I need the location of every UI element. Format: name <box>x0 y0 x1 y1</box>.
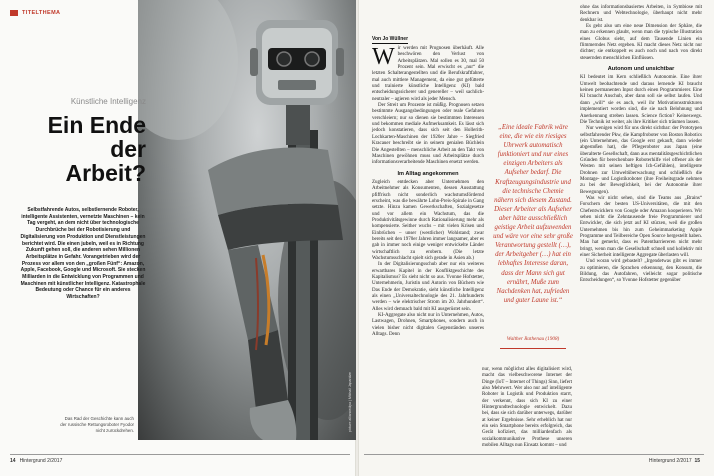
paragraph: Der Streit um Prozente ist müßig. Prognosen setzen bestimmte Ausgangsbedingungen oder reale Gefahren verschleiern; nur so dienen sie bestimmten Interessen und bekommen mediale Aufmerksamkeit. Es lässt sich jedoch konstatieren, dass sich seit den Hollerith-Lochkarten-Maschinen der 1920er Jahre – Siegfried Kracauer beschreibt sie in seinem genialen Büchlein Die Angestellten – menschliche Arbeit an den Takt von Maschinen gewöhnen muss und Arbeitsplätze durch informationsverarbeitende Maschinen ersetzt werden. <box>372 103 484 166</box>
page-number: 14 <box>10 458 16 464</box>
headline-line: der <box>110 136 146 162</box>
photo-credit: picture alliance/dpa | Mikhail Japaridze <box>348 371 352 432</box>
quote-divider <box>500 348 566 349</box>
footer-rule <box>364 454 704 455</box>
byline: Von Jo Wüllner <box>372 36 409 42</box>
paragraph: Nur wenigen wird für uns direkt sichtbar: der Prototypen selbstfahrender Pkw, die Kampfroboter von Boston Robotics (ein Unternehmen, das Google erst gekauft, dann wieder abgestoßen hat), die Pflegeroboter aus Japan (eine überalterte Gesellschaft, dann aus mentalitätsgeschichtlichen Gründen für berechenbare Roboterhilfe viel offener als der Westen mit seinen heftigen Ich-Gefühlen), intelligente Drohnen zur Umweltüberwachung und schließlich die Montage- und Logistikroboter (ihre Freiheitsgrade nehmen zu bei der Beweglichkeit, bei der Autonomie ihrer Bewegungen). <box>580 126 702 195</box>
paragraph: Wir werden mit Prognosen überhäuft. Alle beschwören den Verlust von Arbeitsplätzen. Mal sollen es 30, mal 50 Prozent sein. Mal erwischt es „nur“ die letzten Schalterangestellten und die Berufskraftfahrer, mal auch mittlere Management, da eine gut gefütterte und trainierte künstliche Intelligenz (KI) bald entscheidungssicherer und genereller – weil sachlich-neutraler – agieren wird als jeder Mensch. <box>372 44 484 102</box>
paragraph: Es geht also um eine neue Dimension der Sphäre, die man zu erkennen glaubt, wenn man die typische Illustration eines Globus sieht, auf dem Tausende Linien ein flimmerndes Netz ergeben. KI macht dieses Netz nicht nur dichter; sie entkoppelt es auch noch und nach von direkt steuernden menschlichen Einflüssen. <box>580 24 702 61</box>
photo-caption: Das Rad der Geschichte kann auch der russische Rettungsroboter Fyodor nicht zurückdrehen. <box>60 416 134 433</box>
headline-line: Arbeit? <box>65 160 146 186</box>
headline <box>20 113 146 185</box>
paragraph: KI bedeutet im Kern schließlich Autonomie. Eine ihrer Umwelt beobachtende und daraus lernende KI braucht keinen permanenten Input durch einen Programmierer. Eine KI braucht Anschub, aber dann soll sie selbst laufen. Und dann „will“ sie es auch, weil ihr Motivationsstrukturen implementiert worden sind, die sie nach Belohnung und Anerkennung streben lassen. Science fiction? Keineswegs. Die Technik ist weiter, als ihre Kritiker sich träumen lassen. <box>580 75 702 125</box>
page-number: 15 <box>694 458 700 464</box>
paragraph: nur, wenn möglichst alles digitalisiert wird, macht das vielbeschworene Internet der Dinge (IoT – Internet of Things) Sinn, liefert also Mehrwert. Wer also nur auf intelligente Roboter in Logistik und Produktion starrt, der verkennt, dass sich KI zu einer Hintergrundtechnologie entwickelt. Dazu bei, dass sie sich darüber unterwegs, darüber at keiner Ergebnisse. Sehr erheblich hat nur ein sein Smartphone bereits erfolgreich, das Gerät kofiziert, das milliardenfach als sozialkommunikative Prothese unseren mobilen Alltags nun Einsatz kommt – und <box>482 367 572 449</box>
pull-quote: „Eine ideale Fabrik wäre eine, die wie ein riesiges Uhrwerk automatisch funktioniert und nur eines einzigen Arbeiters als Aufseher bedarf. Die Kraftzeugungsindustrie und die technische Chemie nähern sich diesem Zustand. Dieser Arbeiter als Aufseher aber hätte ausschließlich geistige Arbeit aufzuwenden und wäre vor eine sehr große Verantwortung gestellt (…), der Arbeitgeber (…) hat ein lebhaftes Interesse daran, dass der Mann sich gut ernährt, Muße zum Nachdenken hat, zufrieden und guter Laune ist.“ <box>493 124 573 304</box>
subheading: Im Alltag angekommen <box>397 170 459 177</box>
section-tag: TITELTHEMA <box>22 10 61 16</box>
quote-attribution: Walther Rathenau (1908) <box>506 336 560 342</box>
footer-rule <box>10 454 350 455</box>
issue-label: Hintergrund 2/2017 <box>648 458 692 464</box>
robot-illustration <box>138 0 356 440</box>
paragraph: In der Digitalisierungsschub aber nur ein weiteres erwartbares Kapitel in der Konfliktgeschichte des Kapitalismus? Es sieht nicht so aus. Yvonne Hofstetter, Unternehmerin, Juristin und Autorin von Büchern wie Das Ende der Demokratie, sieht künstliche Intelligenz als einen „Universaltechnologie des 21. Jahrhunderts werden – wie elektrischer Strom im 20. Jahrhundert“. Alles wird demnach bald mit KI ausgerüstet sein. <box>372 262 484 312</box>
subheading: Autonom und unsichtbar <box>607 66 675 73</box>
lead-paragraph: Selbstfahrende Autos, selbstlernende Roboter, intelligente Assistenten, vernetzte Maschinen – kein Tag vergeht, an dem nicht über technologische Durchbrüche bei der Robotisierung und Digitalisierung von Produktion und Dienstleistungen berichtet wird. Die einen jubeln, weil es in Richtung Zukunft gehen soll, die anderen sehen Millionen Arbeitsplätze in Gefahr. Vorangetrieben wird der Prozess vor allem von den „großen Fünf“: Amazon, Apple, Facebook, Google und Microsoft. Sie stecken Milliarden in die Entwicklung von Programmen und Maschinen mit künstlicher Intelligenz. Katastrophale Bedeutung oder Chance für ein anderes Wirtschaften? <box>20 207 146 301</box>
paragraph: Und woran wird gebastelt? „Irgendetwas gibt es immer zu optimieren, die Sprachen erkennung, den Konsum, die Bildung, das Autofahren, vielleicht sogar politische Entscheidungen“, so Yvonne Hofstetter gegenüber <box>580 259 702 284</box>
article-column-1 <box>372 46 484 338</box>
drop-cap: W <box>372 44 395 70</box>
paragraph: ohne das informationsbasiertes Arbeiten, in Symbiose mit Rechnern und Webtechnologie, überhaupt nicht mehr denkbar ist. <box>580 5 702 23</box>
kicker: Künstliche Intelligenz <box>70 97 146 106</box>
footer-left <box>10 458 62 464</box>
issue-label: Hintergrund 2/2017 <box>19 458 63 464</box>
robot-photo <box>138 0 356 440</box>
headline-line: Ein Ende <box>47 112 146 138</box>
section-marker <box>10 10 18 16</box>
paragraph: Was wir nicht sehen, sind die Teams aus „Brains“ Forschern der besten US-Universitäten, die mit den Chefentwicklern von Google oder Amazon kooperieren. Wir sehen nicht die Zehntausende freie Programmierer und Entwickler, die sich jetzt auf KI stürzen, weil die großen Unternehmen bis hin zum Geheimmarketing Apple Programme und Teilbereiche Open Source hergestellt haben. Man hat gemerkt, dass es Patentbarriereren nicht mehr bringt, wenn man die Gesellschaft schnell und kollektiv mit einer Sicherheit intelligente Aggregate überlasten will. <box>580 195 702 259</box>
footer-right <box>649 458 704 464</box>
article-column-3 <box>580 5 702 285</box>
paragraph: KI-Aggregate also nicht nur in Unternehmen, Autos, Lastwagen, Drohnen, Smartphones, sondern auch in vielen bisher nicht digitalen Gegenständen unseres Alltags. Denn <box>372 313 484 338</box>
article-column-2 <box>482 367 572 449</box>
paragraph: Zugleich entdecken aber Unternehmen den Arbeitnehmer als Konsumenten, dessen Ausstattung pfiffrisch nicht sonderlich wachstumsfördernd erscheint, was die bewährte Lohn-Preis-Spirale in Gang setzte. Hinzu kamen Gewerkschaften, Sozialgesetze und vor allem ein Wachstum, das die Produktivitätsgewinne durch Rationalisierung mehr als kompensierte. Seither wuchs – mit vielen Krisen und Einbrüchen – unser (westlicher) Wohlstand; zwar bereits seit den 1970er Jahren immer langsamer, aber es gab in immer noch einige weniger entwickelte Länder wirtschaftlich zu erobern. (Die letzte Wachstumsschlacht spielt sich gerade in Asien ab.) <box>372 179 484 261</box>
